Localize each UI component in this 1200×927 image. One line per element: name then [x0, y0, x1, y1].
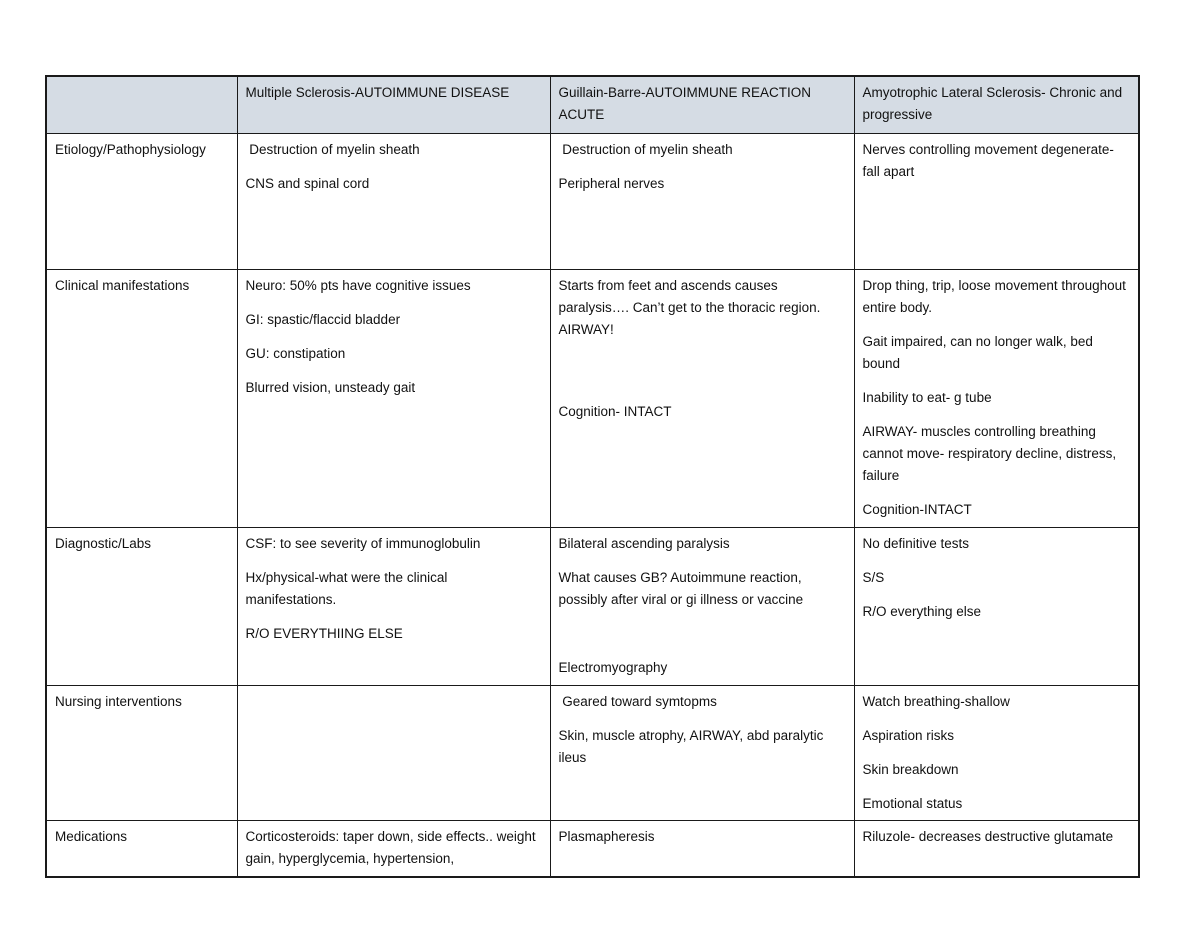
clinical-gb-line: Starts from feet and ascends causes paralysis…. Can’t get to the thoracic region. AIRWAY!	[558, 278, 824, 337]
nursing-als-line: Aspiration risks	[862, 728, 955, 743]
etiology-gb-line: Peripheral nerves	[558, 176, 665, 191]
row-label-clinical: Clinical manifestations	[46, 270, 237, 528]
header-guillain-barre: Guillain-Barre-AUTOIMMUNE REACTION ACUTE	[550, 76, 854, 134]
nursing-als-line: Watch breathing-shallow	[862, 694, 1010, 709]
etiology-als-line: Nerves controlling movement degenerate-fall apart	[862, 142, 1114, 179]
etiology-ms-line: Destruction of myelin sheath	[245, 142, 420, 157]
nursing-als-cell	[854, 686, 1139, 821]
row-label-medications: Medications	[46, 821, 237, 878]
diagnostic-ms-line: CSF: to see severity of immunoglobulin	[245, 536, 481, 551]
diagnostic-ms-line: R/O EVERYTHIING ELSE	[245, 626, 403, 641]
clinical-als-line: AIRWAY- muscles controlling breathing cannot move- respiratory decline, distress, failure	[862, 424, 1120, 483]
diagnostic-als-line: No definitive tests	[862, 536, 970, 551]
comparison-table	[45, 75, 1140, 878]
row-label-etiology: Etiology/Pathophysiology	[46, 134, 237, 270]
diagnostic-gb-line: What causes GB? Autoimmune reaction, possibly after viral or gi illness or vaccine	[558, 570, 806, 607]
table-row-medications	[46, 821, 1139, 878]
etiology-als-cell	[854, 134, 1139, 270]
table-row-nursing	[46, 686, 1139, 821]
clinical-als-line: Gait impaired, can no longer walk, bed bound	[862, 334, 1097, 371]
nursing-ms-cell	[237, 686, 550, 821]
etiology-gb-cell	[550, 134, 854, 270]
medications-ms-cell	[237, 821, 550, 878]
table-row-diagnostic	[46, 528, 1139, 686]
medications-ms-line: Corticosteroids: taper down, side effects.. weight gain, hyperglycemia, hypertension,	[245, 829, 540, 866]
medications-als-cell	[854, 821, 1139, 878]
etiology-ms-line: CNS and spinal cord	[245, 176, 370, 191]
nursing-als-line: Emotional status	[862, 796, 963, 811]
clinical-als-cell	[854, 270, 1139, 528]
table-row-etiology	[46, 134, 1139, 270]
diagnostic-als-line: R/O everything else	[862, 604, 982, 619]
clinical-gb-cell	[550, 270, 854, 528]
medications-gb-line: Plasmapheresis	[558, 829, 655, 844]
row-label-diagnostic: Diagnostic/Labs	[46, 528, 237, 686]
clinical-ms-cell	[237, 270, 550, 528]
diagnostic-gb-line: Electromyography	[558, 660, 668, 675]
header-multiple-sclerosis: Multiple Sclerosis-AUTOIMMUNE DISEASE	[237, 76, 550, 134]
nursing-als-line: Skin breakdown	[862, 762, 959, 777]
table-row-clinical	[46, 270, 1139, 528]
etiology-gb-line: Destruction of myelin sheath	[558, 142, 733, 157]
nursing-gb-line: Geared toward symtopms	[558, 694, 717, 709]
row-label-nursing: Nursing interventions	[46, 686, 237, 821]
diagnostic-gb-cell	[550, 528, 854, 686]
medications-gb-cell	[550, 821, 854, 878]
header-blank-cell	[46, 76, 237, 134]
nursing-gb-cell	[550, 686, 854, 821]
blank-spacer	[559, 353, 846, 401]
diagnostic-als-cell	[854, 528, 1139, 686]
header-row	[46, 76, 1139, 134]
clinical-gb-line: Cognition- INTACT	[558, 404, 672, 419]
diagnostic-als-line: S/S	[862, 570, 885, 585]
header-als: Amyotrophic Lateral Sclerosis- Chronic and progressive	[854, 76, 1139, 134]
clinical-ms-line: GI: spastic/flaccid bladder	[245, 312, 401, 327]
clinical-ms-line: Blurred vision, unsteady gait	[245, 380, 416, 395]
diagnostic-ms-line: Hx/physical-what were the clinical manifestations.	[245, 570, 452, 607]
diagnostic-gb-line: Bilateral ascending paralysis	[558, 536, 730, 551]
clinical-ms-line: GU: constipation	[245, 346, 346, 361]
clinical-als-line: Drop thing, trip, loose movement throughout entire body.	[862, 278, 1130, 315]
clinical-als-line: Cognition-INTACT	[862, 502, 972, 517]
clinical-ms-line: Neuro: 50% pts have cognitive issues	[245, 278, 471, 293]
nursing-gb-line: Skin, muscle atrophy, AIRWAY, abd paralytic ileus	[558, 728, 828, 765]
comparison-document	[45, 75, 1138, 878]
medications-als-line: Riluzole- decreases destructive glutamate	[862, 829, 1114, 844]
etiology-ms-cell	[237, 134, 550, 270]
diagnostic-ms-cell	[237, 528, 550, 686]
clinical-als-line: Inability to eat- g tube	[862, 390, 992, 405]
blank-spacer	[559, 623, 846, 657]
